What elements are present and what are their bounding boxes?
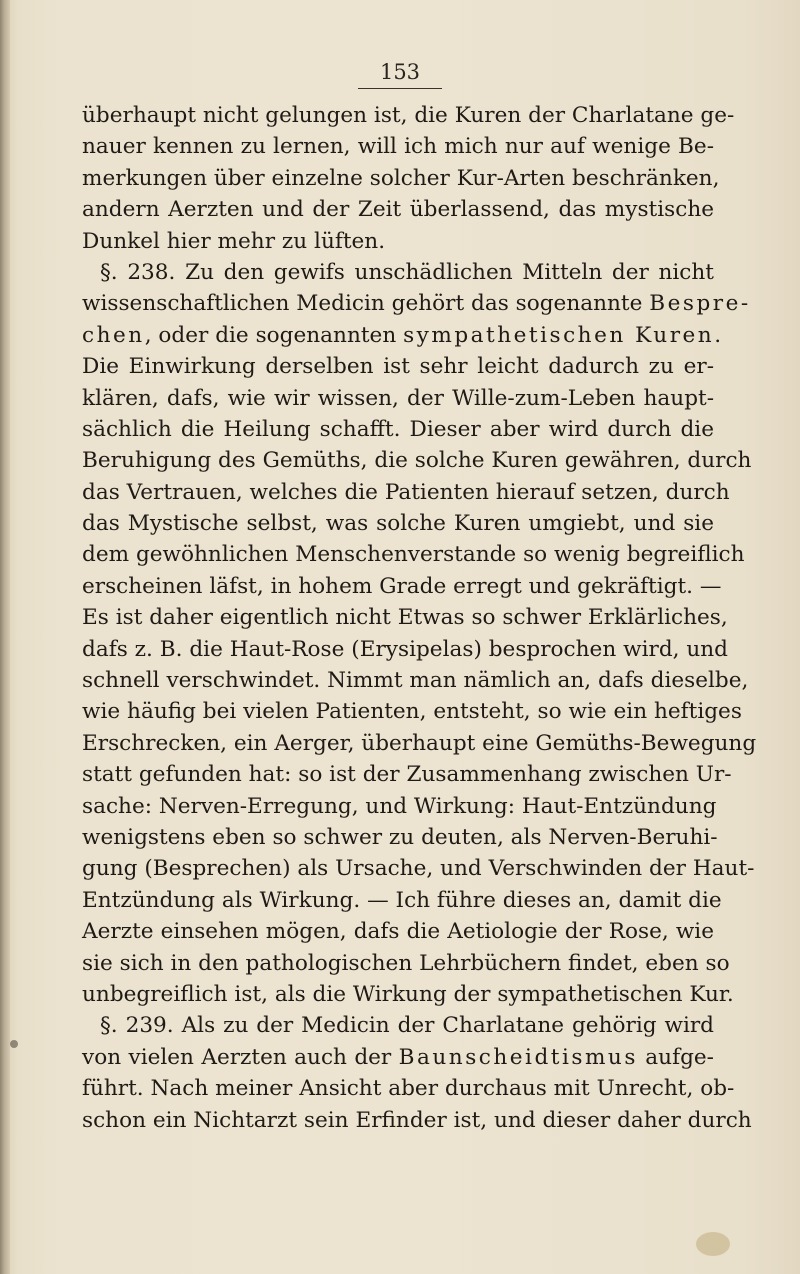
text-line: das Mystische selbst, was solche Kuren umgiebt, und sie xyxy=(82,511,714,537)
text-line: nauer kennen zu lernen, will ich mich nur auf wenige Be- xyxy=(82,134,714,160)
text-line: gung (Besprechen) als Ursache, und Verschwinden der Haut- xyxy=(82,856,755,882)
text-run: . xyxy=(714,322,722,348)
text-line: Dunkel hier mehr zu lüften. xyxy=(82,228,386,254)
text-line: führt. Nach meiner Ansicht aber durchaus mit Unrecht, ob- xyxy=(82,1076,735,1102)
text-line xyxy=(82,1042,714,1073)
text-run: aufge- xyxy=(637,1044,714,1070)
paper-stain xyxy=(696,1232,730,1256)
text-line: dafs z. B. die Haut-Rose (Erysipelas) besprochen wird, und xyxy=(82,636,729,662)
text-run: wissenschaftlichen Medicin gehört das sogenannte xyxy=(82,291,650,317)
text-line: sie sich in den pathologischen Lehrbüchern findet, eben so xyxy=(82,950,730,976)
text-line: das Vertrauen, welches die Patienten hierauf setzen, durch xyxy=(82,479,730,505)
text-line: wie häufig bei vielen Patienten, entsteht, so wie ein heftiges xyxy=(82,699,742,725)
section-239-start: §. 239. Als zu der Medicin der Charlatane gehörig wird xyxy=(100,1013,714,1039)
paper-stain xyxy=(10,1040,18,1048)
section-238-start: §. 238. Zu den gewifs unschädlichen Mitteln der nicht xyxy=(100,259,714,285)
page-binding-edge xyxy=(0,0,10,1274)
emphasized-term: chen xyxy=(82,322,145,348)
text-line: Aerzte einsehen mögen, dafs die Aetiologie der Rose, wie xyxy=(82,919,714,945)
text-line xyxy=(82,320,722,351)
emphasized-term: Baunscheidtismus xyxy=(398,1044,638,1070)
page-header xyxy=(0,58,800,89)
text-line: merkungen über einzelne solcher Kur-Arten beschränken, xyxy=(82,165,720,191)
text-line: klären, dafs, wie wir wissen, der Wille-zum-Leben haupt- xyxy=(82,385,714,411)
text-run: von vielen Aerzten auch der xyxy=(82,1044,399,1070)
text-line: schnell verschwindet. Nimmt man nämlich an, dafs dieselbe, xyxy=(82,668,749,694)
text-line: unbegreiflich ist, als die Wirkung der sympathetischen Kur. xyxy=(82,981,734,1007)
text-line: Es ist daher eigentlich nicht Etwas so schwer Erklärliches, xyxy=(82,605,728,631)
emphasized-term: sympathetischen Kuren xyxy=(403,322,715,348)
body-text xyxy=(82,100,757,1136)
emphasized-term: Bespre- xyxy=(649,291,751,317)
text-line: statt gefunden hat: so ist der Zusammenhang zwischen Ur- xyxy=(82,762,732,788)
text-run: , oder die sogenannten xyxy=(144,322,404,348)
text-line: Beruhigung des Gemüths, die solche Kuren gewähren, durch xyxy=(82,448,752,474)
text-line: Erschrecken, ein Aerger, überhaupt eine Gemüths-Bewegung xyxy=(82,730,757,756)
page-number: 153 xyxy=(358,58,442,89)
text-line xyxy=(82,288,751,319)
text-line: wenigstens eben so schwer zu deuten, als Nerven-Beruhi- xyxy=(82,824,718,850)
text-line: Entzündung als Wirkung. — Ich führe dieses an, damit die xyxy=(82,887,722,913)
text-line: schon ein Nichtarzt sein Erfinder ist, und dieser daher durch xyxy=(82,1107,752,1133)
text-line: erscheinen läfst, in hohem Grade erregt und gekräftigt. — xyxy=(82,573,722,599)
text-line: dem gewöhnlichen Menschenverstande so wenig begreiflich xyxy=(82,542,745,568)
text-line: sächlich die Heilung schafft. Dieser aber wird durch die xyxy=(82,416,714,442)
text-line: andern Aerzten und der Zeit überlassend, das mystische xyxy=(82,197,714,223)
text-line: sache: Nerven-Erregung, und Wirkung: Haut-Entzündung xyxy=(82,793,717,819)
text-line: Die Einwirkung derselben ist sehr leicht dadurch zu er- xyxy=(82,354,714,380)
text-line: überhaupt nicht gelungen ist, die Kuren der Charlatane ge- xyxy=(82,103,735,128)
